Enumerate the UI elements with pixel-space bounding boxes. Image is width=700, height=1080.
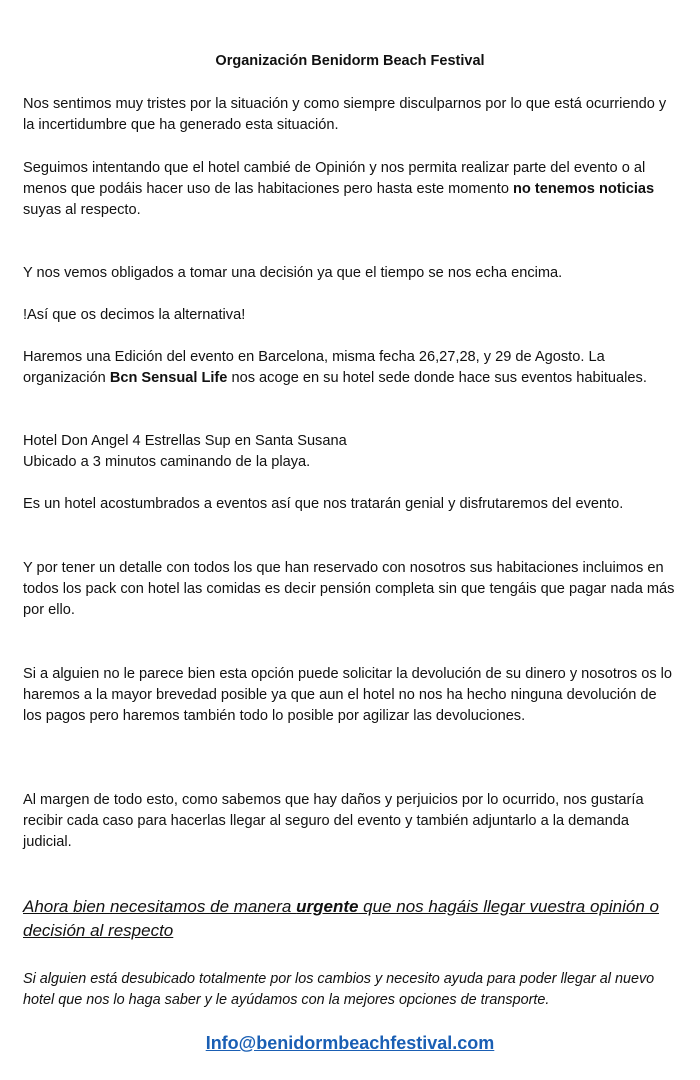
paragraph-hotel-events: Es un hotel acostumbrados a eventos así que nos tratarán genial y disfrutaremos del evento.	[23, 496, 624, 512]
transport-help-note: Si alguien está desubicado totalmente por los cambios y necesito ayuda para poder llegar al nuevo hotel que nos lo haga saber y le ayúdamos con la mejores opciones de transporte.	[23, 971, 655, 1008]
urgent-headline-end: que nos hagáis llegar vuestra opinión o decisión al respecto	[23, 897, 659, 940]
urgent-headline-bold: urgente	[296, 897, 359, 916]
paragraph-barcelona-end: nos acoge en su hotel sede donde hace sus eventos habituales.	[227, 370, 647, 386]
paragraph-hotel-status-end: suyas al respecto.	[23, 202, 141, 218]
paragraph-hotel-status	[23, 158, 679, 221]
hotel-location-line: Ubicado a 3 minutos caminando de la playa.	[23, 454, 311, 470]
paragraph-barcelona-edition	[23, 347, 679, 389]
paragraph-barcelona-text: Haremos una Edición del evento en Barcelona, misma fecha 26,27,28, y 29 de Agosto. La organización	[23, 349, 605, 386]
paragraph-alternative: !Así que os decimos la alternativa!	[23, 307, 246, 323]
urgent-headline-text: Ahora bien necesitamos de manera	[23, 897, 297, 916]
paragraph-decision: Y nos vemos obligados a tomar una decisión ya que el tiempo se nos echa encima.	[23, 265, 563, 281]
paragraph-damages: Al margen de todo esto, como sabemos que hay daños y perjuicios por lo ocurrido, nos gustaría recibir cada caso para hacerlas llegar al seguro del evento y también adjuntarlo a la demanda judicial.	[23, 792, 644, 850]
paragraph-meal-offer: Y por tener un detalle con todos los que han reservado con nosotros sus habitaciones incluimos en todos los pack con hotel las comidas es decir pensión completa sin que tengáis que pagar nada más por ello.	[23, 560, 675, 618]
urgent-headline	[23, 895, 679, 943]
paragraph-refund: Si a alguien no le parece bien esta opción puede solicitar la devolución de su dinero y nosotros os lo haremos a la mayor brevedad posible ya que aun el hotel no nos ha hecho ninguna devolución de los pagos pero haremos también todo lo posible por agilizar las devoluciones.	[23, 666, 673, 724]
paragraph-apology: Nos sentimos muy tristes por la situación y como siempre disculparnos por lo que está ocurriendo y la incertidumbre que ha generado esta situación.	[23, 96, 667, 133]
document-title: Organización Benidorm Beach Festival	[215, 53, 485, 69]
contact-email-link[interactable]: Info@benidormbeachfestival.com	[205, 1033, 495, 1053]
paragraph-barcelona-bold: Bcn Sensual Life	[109, 370, 228, 386]
hotel-name-line: Hotel Don Angel 4 Estrellas Sup en Santa Susana	[23, 433, 347, 449]
paragraph-hotel-status-bold: no tenemos noticias	[513, 181, 655, 197]
paragraph-hotel-info	[23, 431, 679, 473]
paragraph-hotel-status-text: Seguimos intentando que el hotel cambié de Opinión y nos permita realizar parte del evento o al menos que podáis hacer uso de las habitaciones pero hasta este momento	[23, 160, 646, 197]
